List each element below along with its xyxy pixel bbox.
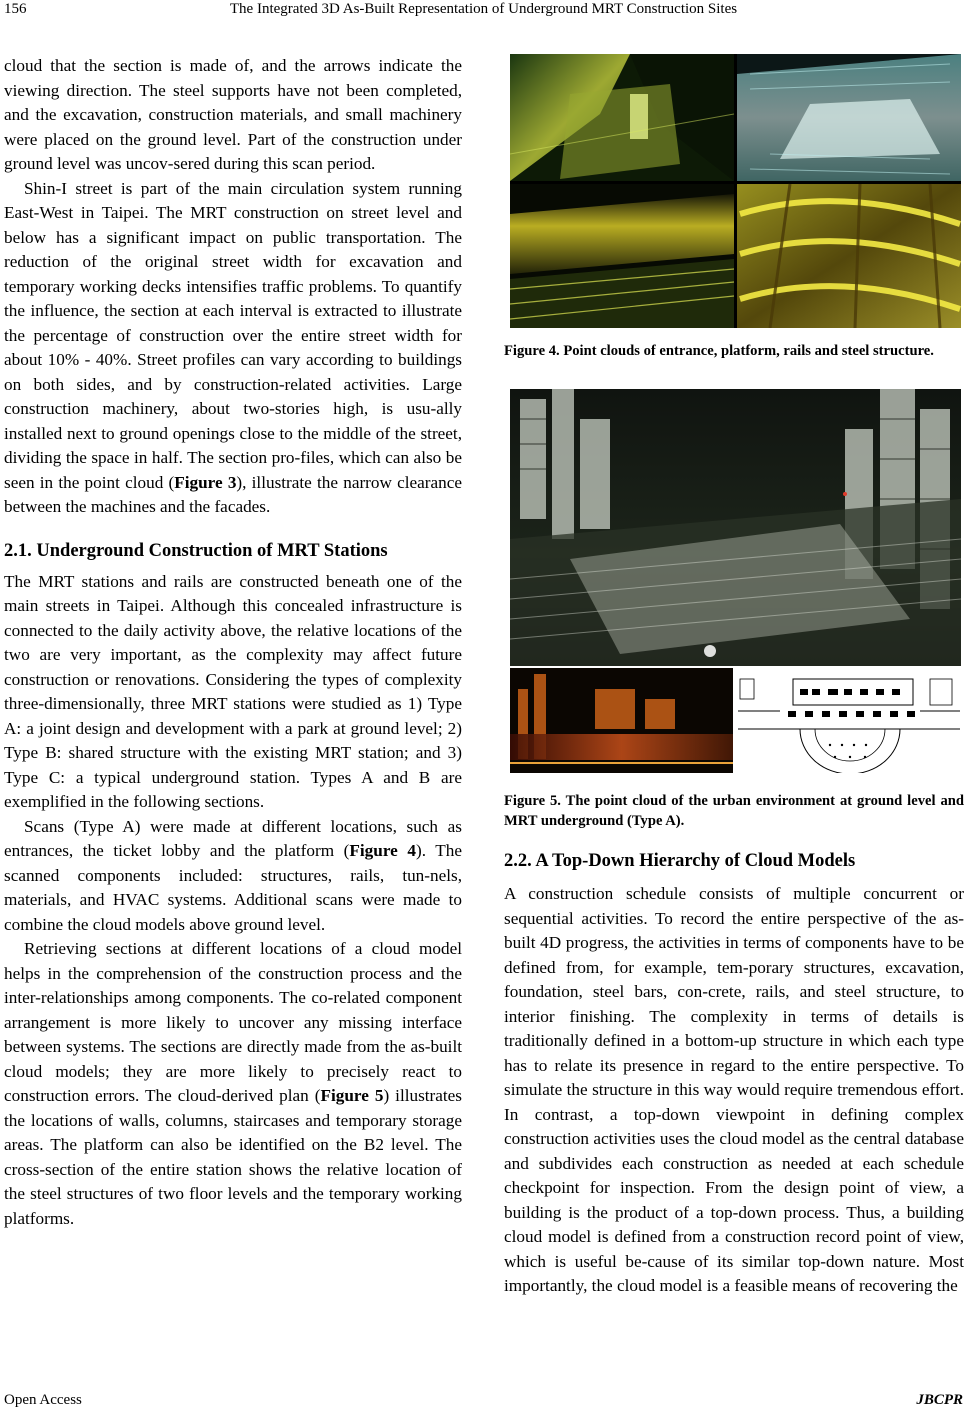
urban-point-cloud xyxy=(510,389,961,666)
paragraph-1: cloud that the section is made of, and the arrows indicate the viewing direction. The steel supports have not been completed, and the excavation, construction materials, and small machinery were placed on the ground level. Part of the construction under ground level was uncov-sered during this scan period. xyxy=(4,56,462,173)
page-footer xyxy=(0,1392,967,1414)
paragraph-5: Retrieving sections at different locations of a cloud model helps in the comprehension of the construction process and the inter-relationships among components. The co-related component arrangement is more likely to uncover any missing interface between systems. The sections are directly made from the as-built cloud models; they are more likely to precisely react to construction errors. The cloud-derived plan (Figure 5) illustrates the locations of walls, columns, staircases and temporary storage areas. The platform can also be identified on the B2 level. The cross-section of the entire station shows the relative location of the steel structures of two floor levels and the temporary working platforms. xyxy=(4,939,462,1228)
page-header xyxy=(0,0,967,30)
steel-structure-panel xyxy=(737,184,961,328)
footer-journal: JBCPR xyxy=(916,1392,963,1408)
footer-open-access: Open Access xyxy=(4,1392,82,1408)
paragraph-2: Shin-I street is part of the main circulation system running East-West in Taipei. The MRT construction on street level and below has a significant impact on public transportation. The reduction of the original street width for excavation and temporary working decks intensifies traffic problems. To quantify the influence, the section at each interval is extracted to illustrate the percentage of construction over the entire street width for about 10% - 40%. Street profiles can vary according to buildings on both sides, and by construction-related activities. Large construction machinery, about two-stories high, is usu-ally installed next to ground openings close to the middle of the street, dividing the space in half. The section pro-files, which can also be seen in the point cloud (Figure 3), illustrate the narrow clearance between the machines and the facades. xyxy=(4,178,462,516)
figure-4-caption: Figure 4. Point clouds of entrance, platform, rails and steel structure. xyxy=(504,343,934,359)
figure-5-collage xyxy=(510,389,961,773)
page-number: 156 xyxy=(4,1,27,17)
figure-5-caption: Figure 5. The point cloud of the urban environment at ground level and MRT underground (Type A). xyxy=(504,793,964,829)
paragraph-right-1: A construction schedule consists of multiple concurrent or sequential activities. To record the entire perspective of the as-built 4D progress, the activities in terms of components have to be defined from, for example, tem-porary structures, excavation, foundation, steel bars, con-crete, rails, and steel structure, to interior finishing. The complexity in terms of details is traditionally defined in a bottom-up structure in which each type has to relate its presence in regard to the entire perspective. To simulate the structure in this way would require tremendous effort. In contrast, a top-down viewpoint in defining complex construction activities uses the cloud model as the central database and subdivides each construction as needed at each schedule checkpoint for inspection. From the design point of view, a building is the product of a top-down process. Thus, a building cloud model is defined from a construction record point of view, which is useful be-cause of its similar top-down nature. Most importantly, the cloud model is a feasible means of recovering the xyxy=(504,884,964,1295)
paragraph-3: The MRT stations and rails are constructed beneath one of the main streets in Taipei. Although this concealed infrastructure is connected to the daily activity above, the relative locations of the two are very important, as the complexity may affect future construction or renovations. Considering the types of complexity three-dimensionally, three MRT stations were studied as 1) Type A: a joint design and development with a park at ground level; 2) Type B: shared structure with the existing MRT station; and 3) Type C: a typical underground station. Types A and B are exemplified in the following sections. xyxy=(4,571,462,811)
figure-5-ref: Figure 5 xyxy=(320,1086,384,1105)
station-plan-drawing xyxy=(735,668,961,773)
figure-3-ref: Figure 3 xyxy=(174,472,237,492)
running-title: The Integrated 3D As-Built Representation of Underground MRT Construction Sites xyxy=(229,1,738,17)
section-heading-2-2: 2.2. A Top-Down Hierarchy of Cloud Models xyxy=(504,851,856,871)
figure-5-image xyxy=(510,389,961,773)
entrance-panel xyxy=(510,54,734,181)
platform-panel xyxy=(737,54,961,181)
section-heading-2-1: 2.1. Underground Construction of MRT Stations xyxy=(4,540,388,561)
figure-4-ref: Figure 4 xyxy=(349,841,416,860)
figure-4-image xyxy=(510,54,961,328)
figure-4-collage xyxy=(510,54,961,328)
underground-section xyxy=(510,668,733,773)
paragraph-4: Scans (Type A) were made at different locations, such as entrances, the ticket lobby and the platform (Figure 4). The scanned components included: structures, rails, tun-nels, materials, and HVAC systems. Additional scans were made to combine the cloud models above ground level. xyxy=(4,816,462,934)
left-column xyxy=(4,54,462,1231)
right-column xyxy=(504,54,964,1299)
rails-panel xyxy=(510,184,734,328)
